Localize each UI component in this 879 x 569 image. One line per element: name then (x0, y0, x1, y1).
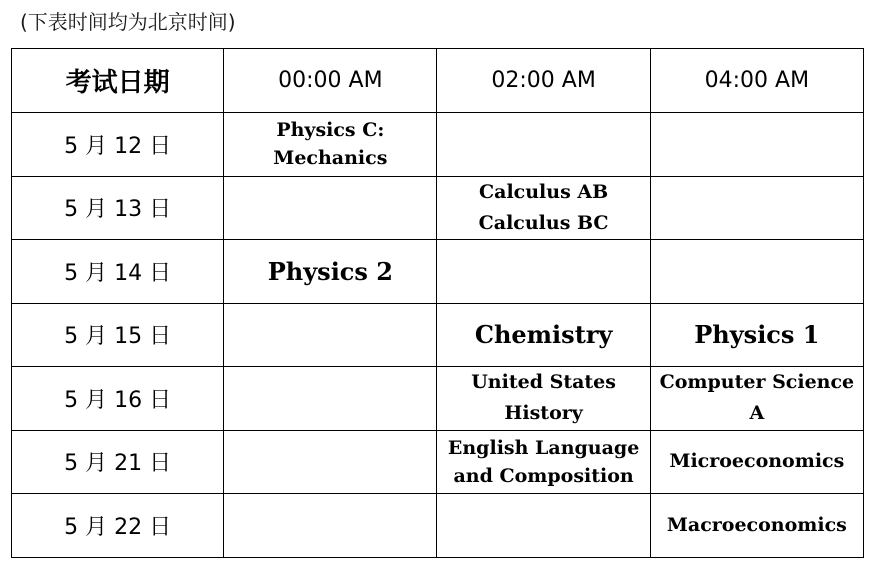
exam-cell (650, 240, 863, 304)
exam-name: Microeconomics (669, 450, 845, 473)
exam-cell (650, 367, 863, 431)
exam-cell (437, 303, 650, 367)
exam-name: Computer Science A (659, 371, 855, 425)
exam-cell (437, 367, 650, 431)
header-exam-date: 考试日期 (12, 49, 224, 113)
date-cell: 5 月 21 日 (12, 430, 224, 494)
exam-cell (224, 367, 437, 431)
exam-schedule-table (11, 48, 864, 558)
exam-cell (224, 303, 437, 367)
exam-cell (437, 240, 650, 304)
table-row (12, 240, 864, 304)
date-cell: 5 月 16 日 (12, 367, 224, 431)
exam-name: English Language and Composition (447, 436, 640, 487)
exam-cell (437, 113, 650, 177)
header-time-0000: 00:00 AM (224, 49, 437, 113)
table-row (12, 430, 864, 494)
exam-cell (650, 430, 863, 494)
exam-cell (224, 113, 437, 177)
table-row (12, 494, 864, 558)
exam-cell (650, 176, 863, 240)
timezone-note: (下表时间均为北京时间) (20, 10, 236, 34)
date-cell: 5 月 22 日 (12, 494, 224, 558)
exam-cell (224, 494, 437, 558)
exam-name: Chemistry (474, 320, 613, 350)
exam-name: United States History (471, 371, 616, 425)
exam-cell (437, 494, 650, 558)
exam-name: Macroeconomics (666, 513, 847, 536)
header-time-0200: 02:00 AM (437, 49, 650, 113)
exam-name: Physics 2 (267, 256, 393, 286)
date-cell: 5 月 15 日 (12, 303, 224, 367)
table-row (12, 113, 864, 177)
date-cell: 5 月 14 日 (12, 240, 224, 304)
table-row (12, 303, 864, 367)
exam-cell (224, 176, 437, 240)
exam-cell (224, 240, 437, 304)
table-header-row (12, 49, 864, 113)
exam-cell (437, 176, 650, 240)
table-row (12, 176, 864, 240)
exam-cell (437, 430, 650, 494)
table-row (12, 367, 864, 431)
exam-cell (650, 303, 863, 367)
date-cell: 5 月 13 日 (12, 176, 224, 240)
exam-cell (650, 113, 863, 177)
header-time-0400: 04:00 AM (650, 49, 863, 113)
exam-name: Calculus AB Calculus BC (478, 180, 609, 234)
exam-cell (224, 430, 437, 494)
exam-name: Physics 1 (694, 320, 820, 350)
exam-cell (650, 494, 863, 558)
date-cell: 5 月 12 日 (12, 113, 224, 177)
exam-name: Physics C: Mechanics (273, 119, 388, 170)
